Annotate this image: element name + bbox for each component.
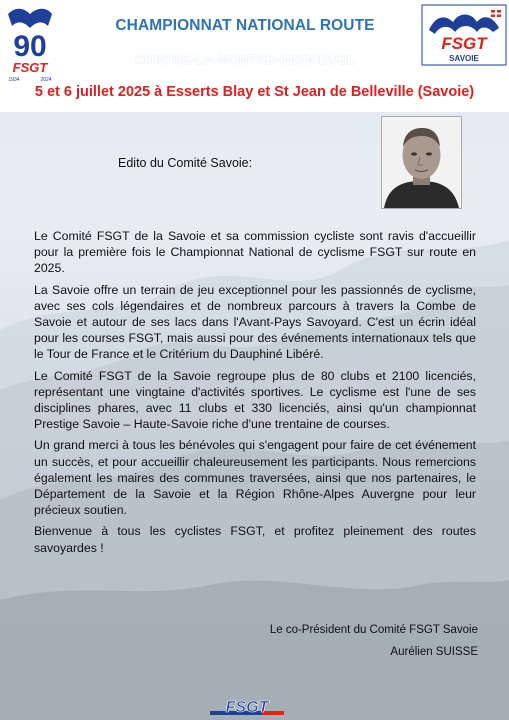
logo-left-year-start: 1934 [8,77,20,83]
event-dates: 5 et 6 juillet 2025 à Esserts Blay et St Jean de Belleville (Savoie) [34,84,475,100]
logo-left-brand: FSGT [12,60,48,75]
fsgt-savoie-logo [421,4,507,66]
paragraph-welcome: Bienvenue à tous les cyclistes FSGT, et profitez pleinement des routes savoyardes ! [34,524,476,555]
paragraph-thanks: Un grand merci à tous les bénévoles qui s'engagent pour faire de cet événement un succès, et pour accueillir chaleureusement les participants. Nous remercions également les maires des communes traversées, ainsi que nos partenaires, le Département de la Savoie et la Région Rhône-Alpes Auvergne pour leur précieux soutien. [34,438,476,518]
paragraph-committee: Le Comité FSGT de la Savoie regroupe plus de 80 clubs et 2100 licenciés, représentant une vingtaine d'activités sportives. Le cyclisme est l'une de ses disciplines phares, avec 11 clubs et 330 licenciés, ainsi qu'un championnat Prestige Savoie – Haute-Savoie riche d'une trentaine de courses. [34,368,476,432]
page-subtitle: CONTRE-LA-MONTRE-INDIVIDUEL [134,52,356,67]
fsgt-90-years-logo [2,4,58,84]
signature-name: Aurélien SUISSE [390,646,478,658]
logo-left-number: 90 [13,30,47,63]
logo-left-year-end: 2024 [40,77,52,83]
paragraph-intro: Le Comité FSGT de la Savoie et sa commission cycliste sont ravis d'accueillir pour la première fois le Championnat National de cyclisme FSGT sur route en 2025. [34,229,476,276]
page-title: CHAMPIONNAT NATIONAL ROUTE [115,17,375,34]
edito-label: Edito du Comité Savoie: [118,156,253,170]
logo-right-region: SAVOIE [449,54,479,63]
edito-body [34,228,476,561]
president-photo [381,116,462,209]
signature-role: Le co-Président du Comité FSGT Savoie [269,624,478,636]
fsgt-footer-logo [206,697,288,717]
logo-right-brand: FSGT [441,34,487,53]
paragraph-terrain: La Savoie offre un terrain de jeu exceptionnel pour les passionnés de cyclisme, avec ses cols légendaires et de nombreux parcours à travers la Combe de Savoie et autour de ses lacs dans l'Avant-Pays Savoyard. C'est un écrin idéal pour les courses FSGT, mais aussi pour des événements internationaux tels que le Tour de France et le Critérium du Dauphiné Libéré. [34,282,476,362]
footer-brand: FSGT [225,699,269,716]
portrait-image [382,117,461,208]
